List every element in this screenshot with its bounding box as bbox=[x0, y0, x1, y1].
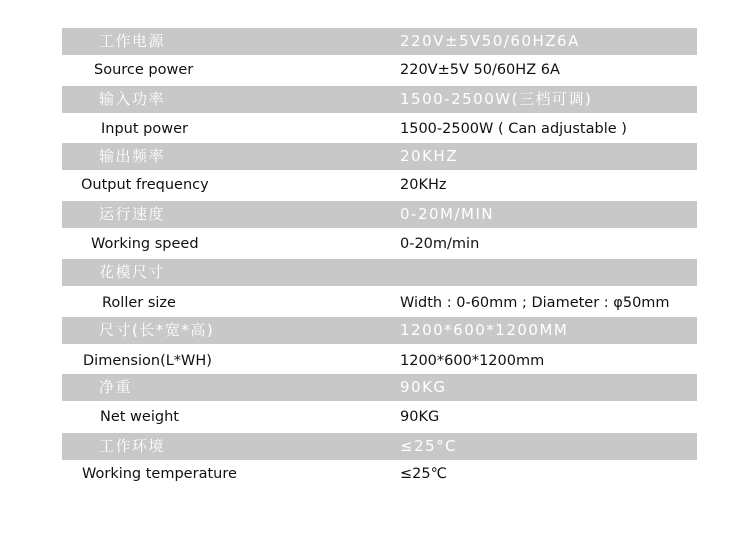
en-label: Output frequency bbox=[81, 177, 209, 193]
spec-row-en bbox=[62, 288, 697, 319]
spec-row-en bbox=[62, 346, 697, 377]
zh-label: 输出频率 bbox=[99, 147, 166, 165]
zh-value: 1200*600*1200MM bbox=[400, 321, 569, 339]
zh-label: 尺寸(长*宽*高) bbox=[99, 321, 215, 339]
en-label: Dimension(L*WH) bbox=[83, 353, 212, 369]
zh-value: 90KG bbox=[400, 378, 447, 396]
zh-label: 工作电源 bbox=[99, 32, 166, 50]
en-label: Net weight bbox=[100, 409, 179, 425]
zh-value: 20KHZ bbox=[400, 147, 458, 165]
spec-row-en bbox=[62, 402, 697, 433]
en-value: 1500-2500W ( Can adjustable ) bbox=[400, 121, 627, 137]
zh-value: 1500-2500W(三档可调) bbox=[400, 90, 593, 108]
en-value: 0-20m/min bbox=[400, 236, 480, 252]
en-value: 1200*600*1200mm bbox=[400, 353, 545, 369]
spec-row-en bbox=[62, 55, 697, 86]
en-label: Source power bbox=[94, 62, 194, 78]
spec-row-zh bbox=[62, 28, 697, 55]
spec-row-en bbox=[62, 459, 697, 490]
zh-value: ≤25°C bbox=[400, 437, 458, 455]
en-value: 20KHz bbox=[400, 177, 447, 193]
spec-row-zh bbox=[62, 259, 697, 286]
zh-value: 0-20M/MIN bbox=[400, 205, 495, 223]
spec-row-en bbox=[62, 229, 697, 260]
zh-label: 工作环境 bbox=[99, 437, 166, 455]
zh-label: 净重 bbox=[99, 378, 133, 396]
en-value: 90KG bbox=[400, 409, 440, 425]
en-label: Working temperature bbox=[82, 466, 237, 482]
zh-label: 花模尺寸 bbox=[99, 263, 166, 281]
en-value: Width : 0-60mm ; Diameter : φ50mm bbox=[400, 295, 670, 311]
spec-row-zh bbox=[62, 317, 697, 344]
spec-row-en bbox=[62, 170, 697, 201]
spec-row-zh bbox=[62, 201, 697, 228]
en-value: ≤25℃ bbox=[400, 466, 447, 482]
spec-row-en bbox=[62, 114, 697, 145]
spec-row-zh bbox=[62, 143, 697, 170]
zh-label: 运行速度 bbox=[99, 205, 166, 223]
en-label: Roller size bbox=[102, 295, 176, 311]
en-value: 220V±5V 50/60HZ 6A bbox=[400, 62, 560, 78]
zh-label: 输入功率 bbox=[99, 90, 166, 108]
en-label: Working speed bbox=[91, 236, 199, 252]
zh-value: 220V±5V50/60HZ6A bbox=[400, 32, 580, 50]
en-label: Input power bbox=[101, 121, 188, 137]
spec-row-zh bbox=[62, 374, 697, 401]
spec-row-zh bbox=[62, 433, 697, 460]
spec-row-zh bbox=[62, 86, 697, 113]
